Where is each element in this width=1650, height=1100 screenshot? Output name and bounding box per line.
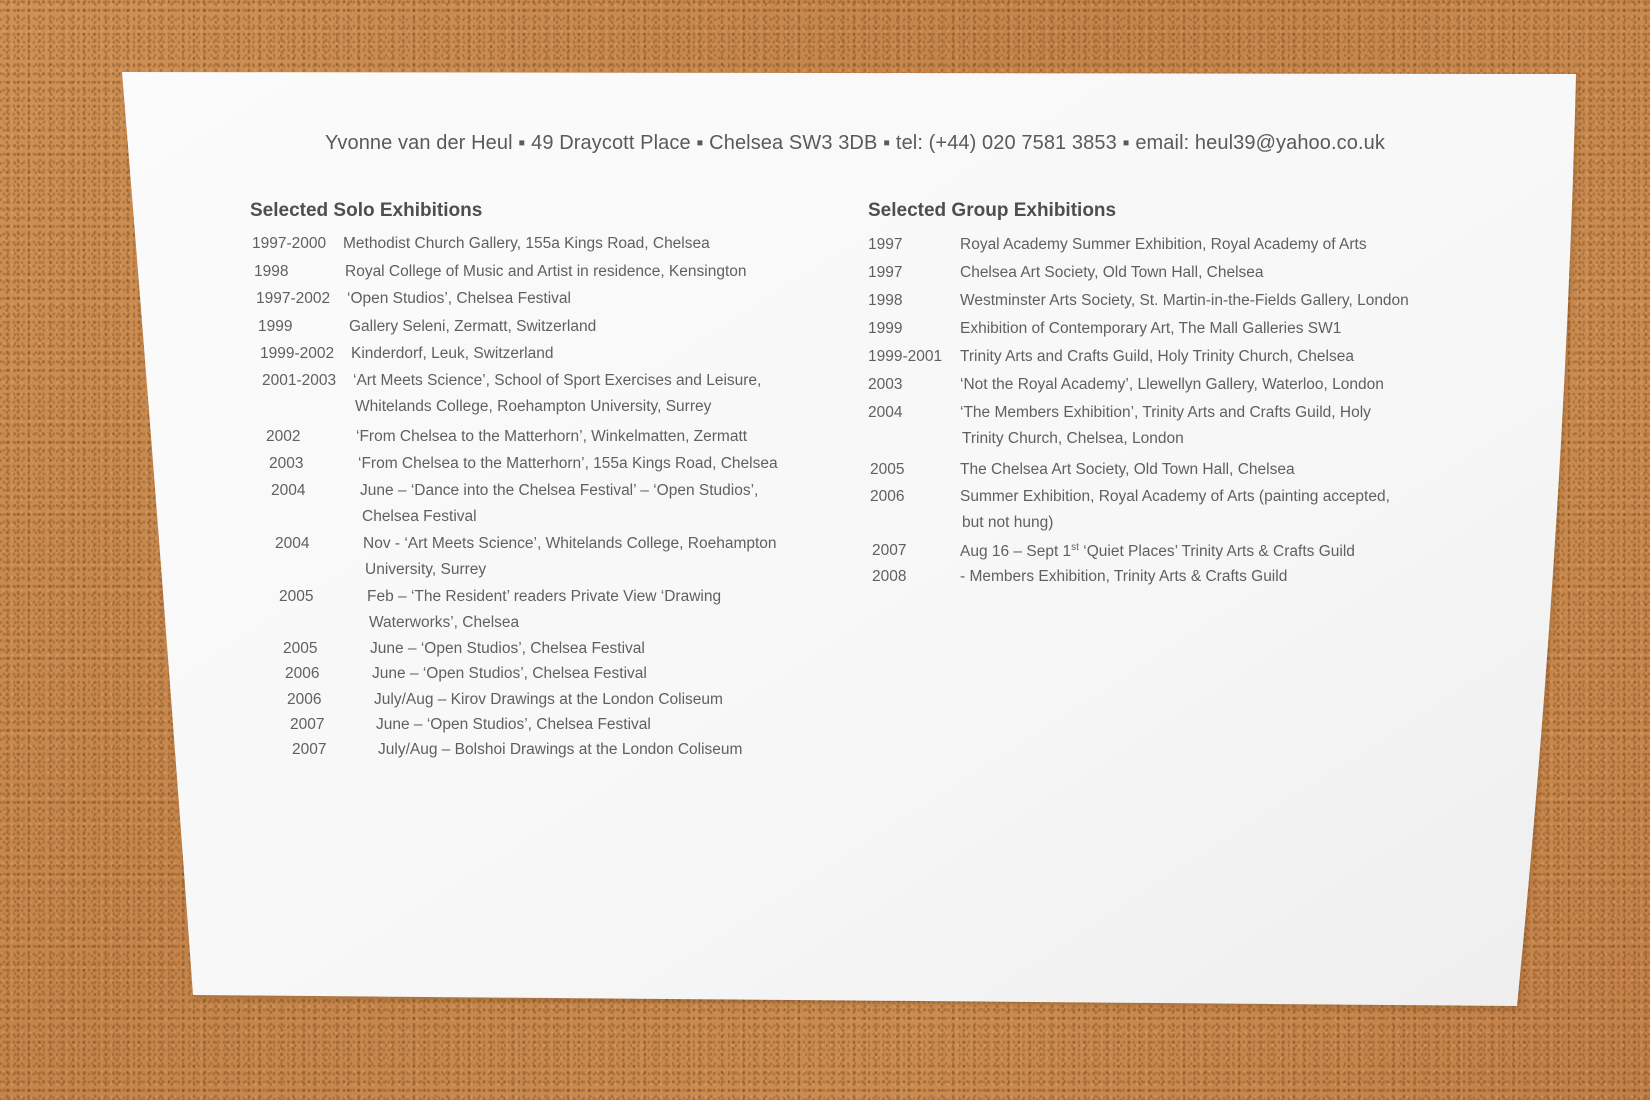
- solo-entry-title: July/Aug – Bolshoi Drawings at the London Coliseum: [378, 741, 743, 758]
- solo-entry-title: Royal College of Music and Artist in residence, Kensington: [345, 263, 747, 280]
- solo-entry-year: 2005: [279, 588, 314, 605]
- group-entry-year: 2007: [872, 542, 907, 559]
- group-entry-year: 2006: [870, 488, 905, 505]
- group-entry-title: Royal Academy Summer Exhibition, Royal Academy of Arts: [960, 236, 1367, 253]
- group-entry-year: 1997: [868, 264, 903, 281]
- group-entry-continuation: but not hung): [962, 514, 1054, 531]
- solo-entry-title: June – ‘Dance into the Chelsea Festival’ – ‘Open Studios’,: [360, 482, 759, 499]
- solo-entry-year: 2003: [269, 455, 304, 472]
- solo-heading: Selected Solo Exhibitions: [250, 200, 483, 221]
- solo-entry-year: 2001-2003: [262, 372, 337, 389]
- entry-title-superscript: st: [1071, 542, 1079, 553]
- solo-entry-year: 1998: [254, 263, 289, 280]
- group-heading: Selected Group Exhibitions: [868, 200, 1117, 221]
- solo-entry-year: 1997-2000: [252, 235, 327, 252]
- solo-entry-title: June – ‘Open Studios’, Chelsea Festival: [370, 640, 645, 657]
- solo-entry-title: Gallery Seleni, Zermatt, Switzerland: [349, 318, 597, 335]
- group-entry-year: 1998: [868, 292, 903, 309]
- solo-entry-continuation: University, Surrey: [365, 561, 487, 578]
- solo-entry-title: Nov - ‘Art Meets Science’, Whitelands College, Roehampton: [363, 535, 777, 552]
- group-entry-title: - Members Exhibition, Trinity Arts & Crafts Guild: [960, 568, 1288, 585]
- solo-entry-year: 2006: [285, 665, 320, 682]
- group-entry-title: Summer Exhibition, Royal Academy of Arts (painting accepted,: [960, 488, 1390, 505]
- group-entry-year: 1999: [868, 320, 903, 337]
- solo-entry-year: 1999: [258, 318, 293, 335]
- group-entry-title: [960, 542, 1355, 561]
- solo-entry-year: 2002: [266, 428, 301, 445]
- solo-entry-year: 2004: [271, 482, 306, 499]
- group-entry-title: Trinity Arts and Crafts Guild, Holy Trinity Church, Chelsea: [960, 348, 1354, 365]
- solo-entry-title: ‘From Chelsea to the Matterhorn’, Winkelmatten, Zermatt: [356, 428, 748, 445]
- group-entry-year: 1997: [868, 236, 903, 253]
- group-entry-title: Chelsea Art Society, Old Town Hall, Chelsea: [960, 264, 1264, 281]
- solo-entry-year: 2006: [287, 691, 322, 708]
- group-entry-title: Exhibition of Contemporary Art, The Mall Galleries SW1: [960, 320, 1342, 337]
- solo-entry-title: June – ‘Open Studios’, Chelsea Festival: [376, 716, 651, 733]
- solo-entry-continuation: Chelsea Festival: [362, 508, 477, 525]
- solo-entry-title: July/Aug – Kirov Drawings at the London Coliseum: [374, 691, 723, 708]
- solo-entry-title: ‘Art Meets Science’, School of Sport Exercises and Leisure,: [353, 372, 762, 389]
- solo-entry-continuation: Whitelands College, Roehampton University, Surrey: [355, 398, 712, 415]
- group-entry-year: 2008: [872, 568, 907, 585]
- contact-header: Yvonne van der Heul ▪ 49 Draycott Place ▪ Chelsea SW3 3DB ▪ tel: (+44) 020 7581 3853 ▪ email: heul39@yahoo.co.uk: [325, 132, 1385, 154]
- solo-entry-year: 2005: [283, 640, 318, 657]
- group-entry-continuation: Trinity Church, Chelsea, London: [962, 430, 1184, 447]
- solo-entry-continuation: Waterworks’, Chelsea: [369, 614, 520, 631]
- group-entry-title: Westminster Arts Society, St. Martin-in-the-Fields Gallery, London: [960, 292, 1409, 309]
- group-entry-title: ‘The Members Exhibition’, Trinity Arts and Crafts Guild, Holy: [960, 404, 1371, 421]
- solo-entry-year: 1999-2002: [260, 345, 335, 362]
- solo-entry-year: 1997-2002: [256, 290, 331, 307]
- group-entry-year: 1999-2001: [868, 348, 943, 365]
- solo-entry-title: Methodist Church Gallery, 155a Kings Road, Chelsea: [343, 235, 710, 252]
- solo-entry-title: June – ‘Open Studios’, Chelsea Festival: [372, 665, 647, 682]
- entry-title-part: ‘Quiet Places’ Trinity Arts & Crafts Guild: [1078, 543, 1355, 561]
- group-entry-title: The Chelsea Art Society, Old Town Hall, Chelsea: [960, 461, 1295, 478]
- solo-entry-title: ‘Open Studios’, Chelsea Festival: [347, 290, 572, 307]
- group-entry-year: 2003: [868, 376, 903, 393]
- group-entry-title: ‘Not the Royal Academy’, Llewellyn Gallery, Waterloo, London: [960, 376, 1384, 393]
- solo-entry-year: 2007: [292, 741, 327, 758]
- solo-entry-title: Kinderdorf, Leuk, Switzerland: [351, 345, 554, 362]
- group-entry-year: 2004: [868, 404, 903, 421]
- solo-entry-year: 2007: [290, 716, 325, 733]
- entry-title-part: Aug 16 – Sept 1: [960, 543, 1072, 561]
- group-entry-year: 2005: [870, 461, 905, 478]
- solo-entry-title: Feb – ‘The Resident’ readers Private View ‘Drawing: [367, 588, 722, 605]
- solo-entry-year: 2004: [275, 535, 310, 552]
- solo-entry-title: ‘From Chelsea to the Matterhorn’, 155a Kings Road, Chelsea: [358, 455, 778, 472]
